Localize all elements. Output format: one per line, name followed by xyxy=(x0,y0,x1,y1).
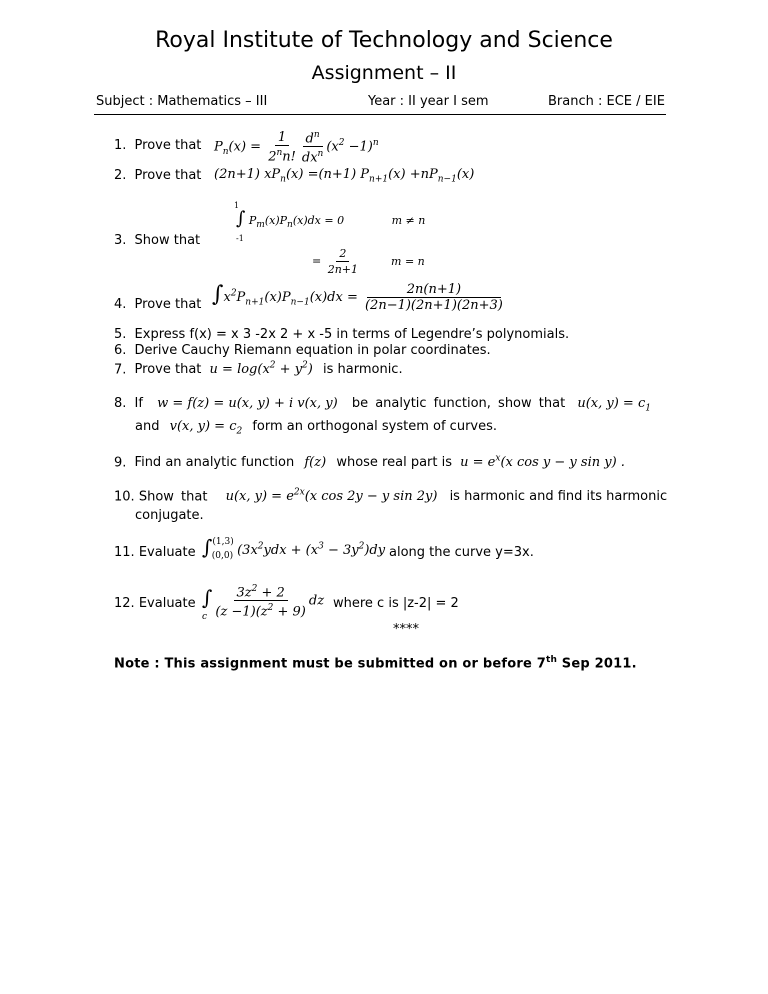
question-number: 2. xyxy=(114,168,127,183)
question-text-and: and xyxy=(135,419,160,434)
contour-c: c xyxy=(202,612,208,622)
integral-lower-limit: -1 xyxy=(236,234,244,243)
note-suffix: Sep 2011. xyxy=(557,656,637,672)
question-5 xyxy=(114,327,569,342)
question-number: 1. xyxy=(114,138,127,153)
formula-q12: ∫ $\frac{3z^2 + 2}{(z -1)(z^2 + 9)}$ dz xyxy=(202,584,325,620)
question-text-after: is harmonic. xyxy=(323,362,403,378)
question-number: 12. xyxy=(114,596,135,611)
question-number: 5. xyxy=(114,327,127,342)
question-text: Show that xyxy=(134,233,201,248)
formula-q3-case2: = $\frac{2}{2n+1}$ m = n xyxy=(312,247,425,276)
question-number: 3. xyxy=(114,233,127,248)
question-4 xyxy=(114,297,201,312)
formula-q4: $\int x^2P_{n+1}(x)P_{n-1}(x)dx$ = $\frac{2n(n+1)}{(2n-1)(2n+1)(2n+3)}$ xyxy=(212,282,503,313)
question-12-after: where c is |z-2| = 2 xyxy=(333,596,459,611)
question-text: If xyxy=(134,396,143,411)
question-text: Evaluate xyxy=(138,596,196,611)
question-text: Show that xyxy=(138,489,208,505)
formula-q10: u(x, $y) = e^{2x}(x$ cos 2y − y sin 2y) xyxy=(225,488,438,505)
question-11-after: along the curve y=3x. xyxy=(389,545,534,560)
question-text: Prove that xyxy=(134,138,202,153)
question-number: 7. xyxy=(114,362,127,378)
question-number: 8. xyxy=(114,396,127,411)
formula-q3-line1: 1 xyxy=(234,201,240,210)
question-number: 4. xyxy=(114,297,127,312)
formula-q11: ∫$^{(1,3)}_{(0,0)}$ ($3x^2ydx + (x^3 - 3y^2)dy$ xyxy=(202,535,386,561)
question-10 xyxy=(114,488,667,504)
question-12 xyxy=(114,596,196,611)
question-number: 6. xyxy=(114,343,127,358)
question-number: 11. xyxy=(114,545,135,560)
formula-q2: (2n+1) $xP_n(x) =(n+1)$ $P_{n+1}(x) +nP_{n-1}(x)$ xyxy=(214,167,475,185)
formula-q9-u: $u = e^x(x$ cos y − y sin y) . xyxy=(460,454,625,471)
question-3 xyxy=(114,233,200,248)
end-stars: **** xyxy=(393,622,419,637)
question-text-after: form an orthogonal system of curves. xyxy=(252,419,498,434)
institute-title: Royal Institute of Technology and Science xyxy=(155,28,613,53)
question-text: Prove that xyxy=(134,168,202,183)
question-8-line2 xyxy=(135,419,497,437)
question-number: 10. xyxy=(114,489,135,505)
question-text: Derive Cauchy Riemann equation in polar coordinates. xyxy=(134,343,491,358)
question-number: 9. xyxy=(114,455,127,471)
question-2 xyxy=(114,168,201,183)
branch-label: Branch : ECE / EIE xyxy=(548,94,665,109)
question-9 xyxy=(114,454,625,470)
formula-q9-f: f(z) xyxy=(304,455,327,471)
formula-q3-integral: ∫ $P_m(x)P_n(x)dx = 0$ m ≠ n xyxy=(236,208,426,231)
question-text: Prove that xyxy=(134,297,202,312)
note-prefix: Note : This assignment must be submitted on or before 7 xyxy=(114,656,546,672)
question-11 xyxy=(114,545,196,560)
question-text-mid: be analytic function, show that xyxy=(351,396,566,411)
assignment-title: Assignment – II xyxy=(311,62,457,84)
question-10-line2: conjugate. xyxy=(135,508,204,523)
question-8 xyxy=(114,396,651,414)
formula-q8-v: v(x, $y) = c_2$ xyxy=(169,419,243,437)
formula-q8-u: u(x, $y) = c_1$ xyxy=(577,396,651,414)
question-text-mid: whose real part is xyxy=(336,455,453,471)
note-sup: th xyxy=(545,655,558,665)
question-text: Express f(x) = x 3 -2x 2 + x -5 in terms of Legendre’s polynomials. xyxy=(134,327,570,342)
question-text: Prove that xyxy=(134,362,202,378)
subject-label: Subject : Mathematics – III xyxy=(96,94,268,109)
question-7 xyxy=(114,361,403,377)
year-label: Year : II year I sem xyxy=(368,94,489,109)
question-6 xyxy=(114,343,491,358)
header-rule xyxy=(94,114,666,115)
question-text: Evaluate xyxy=(138,545,196,560)
formula-q1: $P_n(x)$ = $\frac{1}{2^nn!}$ $\frac{d^n}{dx^n}$ $(x^2 -1)^n$ xyxy=(214,129,379,166)
formula-q8-w: w = f(z) = u(x, y) + i v(x, y) xyxy=(157,396,338,411)
formula-q7: $u = \log(x^2 + y^2)$ xyxy=(209,361,313,378)
question-1 xyxy=(114,138,201,153)
question-text-mid: is harmonic and find its harmonic xyxy=(449,489,668,505)
submission-note xyxy=(114,655,637,671)
question-text: Find an analytic function xyxy=(134,455,295,471)
